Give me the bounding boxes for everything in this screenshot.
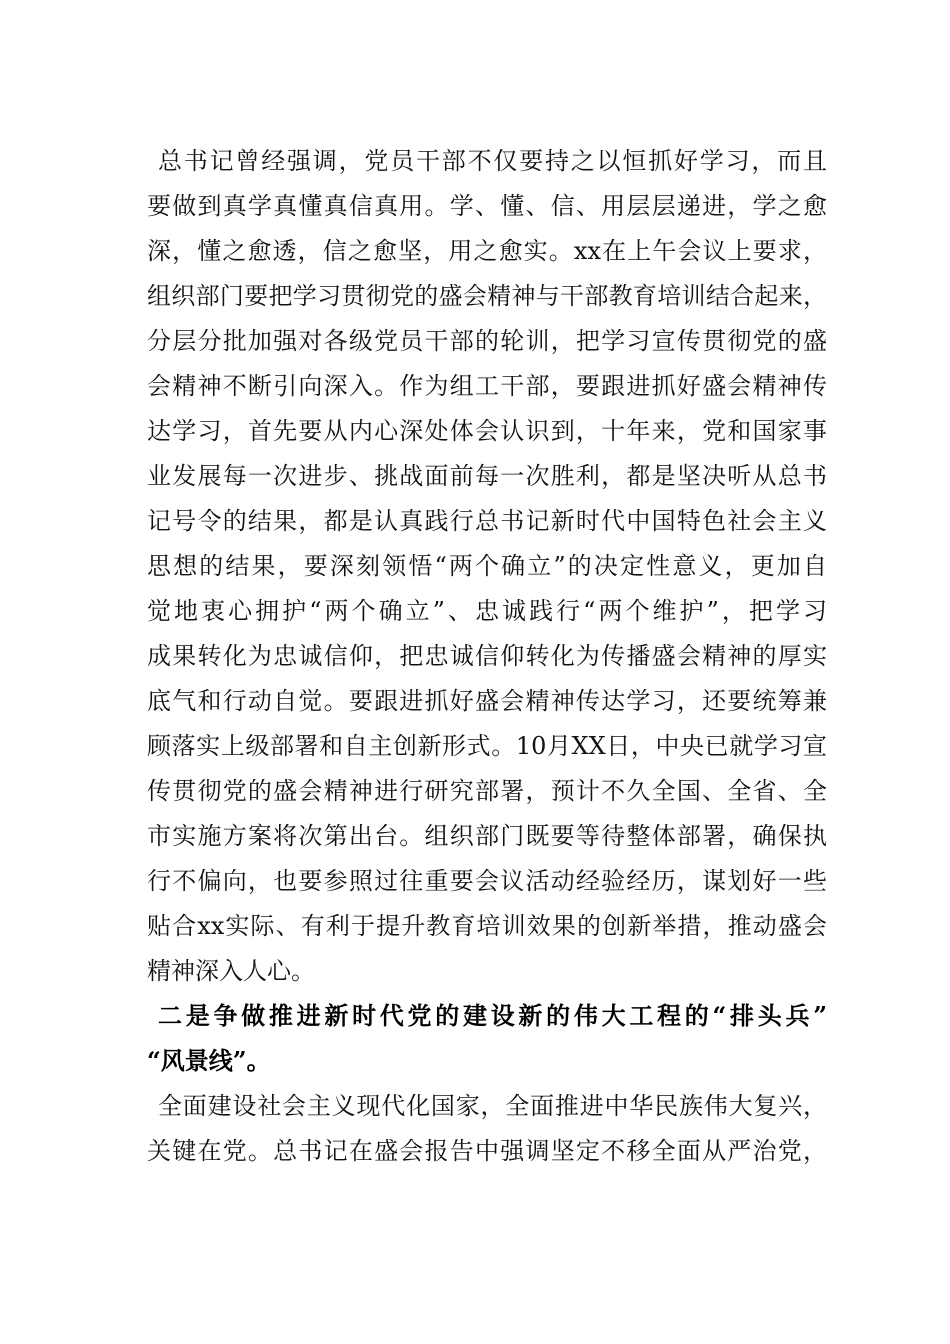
text-line: 记号令的结果，都是认真践行总书记新时代中国特色社会主义 bbox=[147, 507, 827, 535]
text-line: 会精神不断引向深入。作为组工干部，要跟进抓好盛会精神传 bbox=[147, 372, 827, 400]
text-line: 要做到真学真懂真信真用。学、懂、信、用层层递进，学之愈 bbox=[147, 192, 827, 220]
text-line: 底气和行动自觉。要跟进抓好盛会精神传达学习，还要统筹兼 bbox=[147, 687, 827, 715]
text-line: 深，懂之愈透，信之愈坚，用之愈实。xx在上午会议上要求， bbox=[147, 237, 827, 265]
text-line: 思想的结果，要深刻领悟“两个确立”的决定性意义，更加自 bbox=[147, 552, 827, 580]
text-line: 传贯彻党的盛会精神进行研究部署，预计不久全国、全省、全 bbox=[147, 777, 827, 805]
text-line: 精神深入人心。 bbox=[147, 957, 315, 985]
text-line: 贴合xx实际、有利于提升教育培训效果的创新举措，推动盛会 bbox=[147, 912, 827, 940]
text-line: 组织部门要把学习贯彻党的盛会精神与干部教育培训结合起来， bbox=[147, 282, 827, 310]
text-line: 顾落实上级部署和自主创新形式。10月XX日，中央已就学习宣 bbox=[147, 732, 827, 760]
text-line: 达学习，首先要从内心深处体会认识到，十年来，党和国家事 bbox=[147, 417, 827, 445]
text-line: 业发展每一次进步、挑战面前每一次胜利，都是坚决听从总书 bbox=[147, 462, 827, 490]
heading-line: 二是争做推进新时代党的建设新的伟大工程的“排头兵” bbox=[158, 1001, 827, 1030]
text-line: 成果转化为忠诚信仰，把忠诚信仰转化为传播盛会精神的厚实 bbox=[147, 642, 827, 670]
text-line: 总书记曾经强调，党员干部不仅要持之以恒抓好学习，而且 bbox=[158, 147, 827, 175]
text-line: 市实施方案将次第出台。组织部门既要等待整体部署，确保执 bbox=[147, 822, 827, 850]
text-line: 行不偏向，也要参照过往重要会议活动经验经历，谋划好一些 bbox=[147, 867, 827, 895]
heading-line: “风景线”。 bbox=[147, 1046, 271, 1075]
text-line: 全面建设社会主义现代化国家，全面推进中华民族伟大复兴， bbox=[158, 1092, 827, 1120]
text-line: 分层分批加强对各级党员干部的轮训，把学习宣传贯彻党的盛 bbox=[147, 327, 827, 355]
text-line: 觉地衷心拥护“两个确立”、忠诚践行“两个维护”，把学习 bbox=[147, 597, 827, 625]
text-line: 关键在党。总书记在盛会报告中强调坚定不移全面从严治党， bbox=[147, 1137, 827, 1165]
